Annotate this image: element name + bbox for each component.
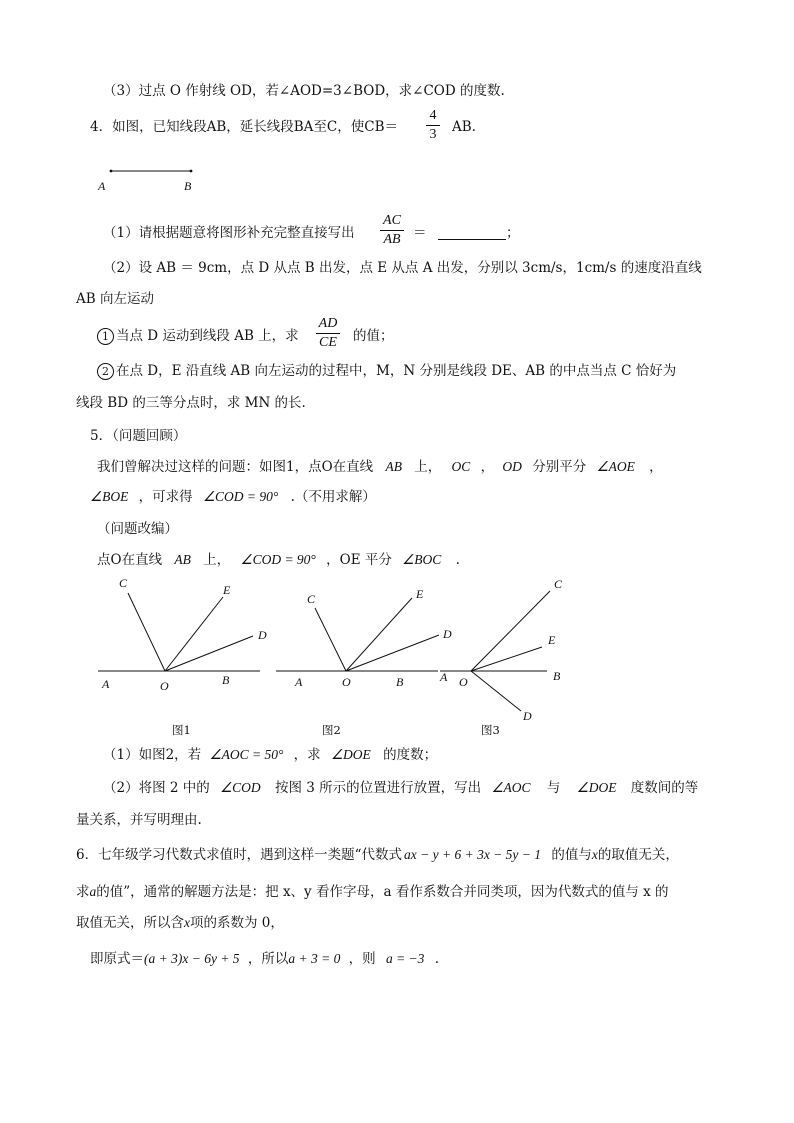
q5-p2-doe: ∠DOE xyxy=(576,780,617,795)
q5-p1-text-a: （1）如图2，若 xyxy=(103,747,202,763)
q6-line3 xyxy=(76,914,284,932)
fig2-ray-oc xyxy=(315,608,346,671)
q5-p2-text-d: 度数间的等 xyxy=(630,780,699,796)
fig2-label-a: A xyxy=(295,675,303,689)
q6-l2-a: a xyxy=(89,884,97,899)
q5-p2-text-c: 与 xyxy=(546,780,561,796)
s1-frac-bar xyxy=(316,333,340,334)
q6-l4-text-c: ，则 xyxy=(348,951,376,967)
q6-l4-expr2: a + 3 = 0 xyxy=(288,951,341,966)
q5-part1 xyxy=(103,746,437,764)
fig3-ray-oc xyxy=(471,591,550,671)
q5-figures xyxy=(90,572,580,742)
fig3-caption: 图3 xyxy=(481,723,500,737)
q5-l1-comma: ， xyxy=(480,459,495,475)
q5-p1-text-b: ，求 xyxy=(293,747,321,763)
q6-l1-expr: ax − y + 6 + 3x − 5y − 1 xyxy=(404,847,542,862)
q4-part1-end: ； xyxy=(506,225,520,241)
q6-l4-text-a: 即原式＝ xyxy=(90,951,144,967)
p1-frac-bar xyxy=(380,230,404,231)
q6-l4-expr3: a = −3 xyxy=(385,951,425,966)
q6-l4-text-d: . xyxy=(434,951,440,967)
answer-blank[interactable] xyxy=(438,225,506,240)
q6-l4-expr1: (a + 3)x − 6y + 5 xyxy=(144,951,240,966)
q5-line3 xyxy=(97,551,460,569)
q5-l3-text-a: 点O在直线 xyxy=(97,552,163,568)
q4-part2-line2: AB 向左运动 xyxy=(76,291,154,307)
fig2-caption: 图2 xyxy=(322,723,341,737)
point-a xyxy=(110,170,113,173)
q4-tail: AB. xyxy=(452,119,476,135)
q4-sub2-line1 xyxy=(97,362,676,380)
q5-p1-aoc: ∠AOC = 50° xyxy=(209,747,284,762)
q5-part2-line2: 量关系，并写明理由. xyxy=(76,812,202,828)
q6-l1-text-c: 的取值无关， xyxy=(597,847,679,863)
q5-l2-text-b: .（不用求解） xyxy=(290,489,376,505)
fig1-label-a: A xyxy=(102,677,110,691)
q6-l2-text-a: 求 xyxy=(76,884,90,900)
figure-3 xyxy=(439,577,563,737)
q6-l3-text-a: 取值无关，所以含 xyxy=(76,915,184,931)
q5-l1-aoe: ∠AOE xyxy=(596,459,635,474)
fig2-ray-od xyxy=(346,635,439,671)
fig1-label-o: O xyxy=(160,679,169,693)
fig3-label-b: B xyxy=(553,669,561,683)
fig1-caption: 图1 xyxy=(172,723,191,737)
q5-l1-text-c: 分别平分 xyxy=(532,459,587,475)
fig1-label-b: B xyxy=(222,673,230,687)
q5-p2-text-a: （2）将图 2 中的 xyxy=(103,780,210,796)
q4-frac-bar xyxy=(426,125,440,126)
q6-l4-text-b: ，所以 xyxy=(247,951,289,967)
p1-frac-num: AC xyxy=(383,213,401,228)
q5-p2-aoc: ∠AOC xyxy=(491,780,531,795)
s1-frac-den: CE xyxy=(319,335,337,350)
q6-l3-text-b: 项的系数为 0， xyxy=(190,915,284,931)
fig3-label-d: D xyxy=(523,709,532,723)
q5-line2 xyxy=(90,488,376,506)
q6-l1-text-b: 的值与 xyxy=(551,847,592,863)
p1-frac-den: AB xyxy=(383,232,401,247)
q4-frac-den: 3 xyxy=(429,127,437,142)
figure-2 xyxy=(276,587,452,737)
fig1-label-c: C xyxy=(119,576,128,590)
point-b xyxy=(190,170,193,173)
q5-l1-text-d: ， xyxy=(649,459,663,475)
q5-head: 5．（问题回顾） xyxy=(90,428,187,444)
q4-frac-num: 4 xyxy=(429,108,437,123)
q5-l3-ab: AB xyxy=(174,552,191,567)
fig2-label-c: C xyxy=(307,592,316,606)
q6-l2-text-b: 的值”，通常的解题方法是：把 x、y 看作字母，a 看作系数合并同类项，因为代数式的值与 x 的 xyxy=(96,884,669,900)
q5-l3-cod: ∠COD = 90° xyxy=(240,552,316,567)
q4-sub2-text: 在点 D，E 沿直线 AB 向左运动的过程中，M，N 分别是线段 DE、AB 的中点当点 C 恰好为 xyxy=(116,363,677,379)
q4-sub1-fraction xyxy=(316,316,340,351)
fig1-ray-oc xyxy=(128,593,165,671)
q6-l1-text-a: 6．七年级学习代数式求值时，遇到这样一类题“代数式 xyxy=(76,847,402,863)
q5-subhead: （问题改编） xyxy=(97,521,178,537)
q4-sub2-line2: 线段 BD 的三等分点时，求 MN 的长. xyxy=(76,395,306,411)
label-a: A xyxy=(98,179,106,193)
q5-line1 xyxy=(97,458,663,476)
fig3-ray-od xyxy=(471,671,521,711)
fig2-ray-oe xyxy=(346,598,412,671)
q5-l3-text-d: . xyxy=(455,552,460,568)
q6-l1-x: x xyxy=(591,847,598,862)
fig3-label-c: C xyxy=(554,577,563,591)
label-b: B xyxy=(184,179,192,193)
fig3-label-o: O xyxy=(459,675,468,689)
q4-part1-eq: ＝ xyxy=(413,225,427,241)
q5-l2-boe: ∠BOE xyxy=(90,489,129,504)
q4-part2-line1: （2）设 AB ＝ 9cm，点 D 从点 B 出发，点 E 从点 A 出发，分别以 3cm/s，1cm/s 的速度沿直线 xyxy=(103,260,702,276)
circled-number-1: 1 xyxy=(97,328,114,345)
q5-l1-ab: AB xyxy=(385,459,402,474)
fig3-label-e: E xyxy=(548,633,556,647)
circled-number-2: 2 xyxy=(97,363,114,380)
q5-l1-od: OD xyxy=(502,459,522,474)
figure-1 xyxy=(98,576,267,737)
fig2-label-o: O xyxy=(342,675,351,689)
q6-line4 xyxy=(90,950,439,968)
q6-l3-x: x xyxy=(184,915,190,930)
fig1-label-e: E xyxy=(223,583,231,597)
q4-sub1 xyxy=(97,327,299,345)
q5-l3-text-c: ，OE 平分 xyxy=(326,552,392,568)
q5-part2-line1 xyxy=(103,779,698,797)
q6-line1 xyxy=(76,846,679,864)
s1-frac-num: AD xyxy=(318,316,338,331)
fig3-label-a: A xyxy=(440,670,448,684)
fig3-ray-oe xyxy=(471,647,542,671)
q6-line2 xyxy=(76,883,669,901)
q5-l1-text-b: 上， xyxy=(414,459,442,475)
fig2-label-e: E xyxy=(416,587,424,601)
q5-p1-doe: ∠DOE xyxy=(330,747,371,762)
fig2-label-d: D xyxy=(443,627,452,641)
q3-part3: （3）过点 O 作射线 OD，若∠AOD=3∠BOD，求∠COD 的度数. xyxy=(103,83,505,99)
fig2-label-b: B xyxy=(396,675,404,689)
q5-p2-cod: ∠COD xyxy=(220,780,261,795)
segment-ab-figure xyxy=(90,160,210,196)
q4-sub1-text: 当点 D 运动到线段 AB 上，求 xyxy=(116,328,299,344)
q5-l3-boc: ∠BOC xyxy=(402,552,442,567)
q5-p1-text-c: 的度数； xyxy=(383,747,438,763)
q5-l2-cod: ∠COD = 90° xyxy=(202,489,279,504)
fig1-label-d: D xyxy=(258,628,267,642)
q4-fraction xyxy=(426,108,440,143)
q4-head: 4．如图，已知线段AB，延长线段BA至C，使CB＝ xyxy=(90,119,399,135)
q4-part1-fraction xyxy=(380,213,404,248)
q5-p2-text-b: 按图 3 所示的位置进行放置，写出 xyxy=(274,780,482,796)
q4-part1-text: （1）请根据题意将图形补充完整直接写出 xyxy=(103,225,355,241)
q5-l1-text-a: 我们曾解决过这样的问题：如图1，点O在直线 xyxy=(97,459,374,475)
q5-l2-text-a: ，可求得 xyxy=(138,489,193,505)
q5-l1-oc: OC xyxy=(451,459,471,474)
q4-sub1-end: 的值； xyxy=(353,328,394,344)
q5-l3-text-b: 上， xyxy=(203,552,231,568)
